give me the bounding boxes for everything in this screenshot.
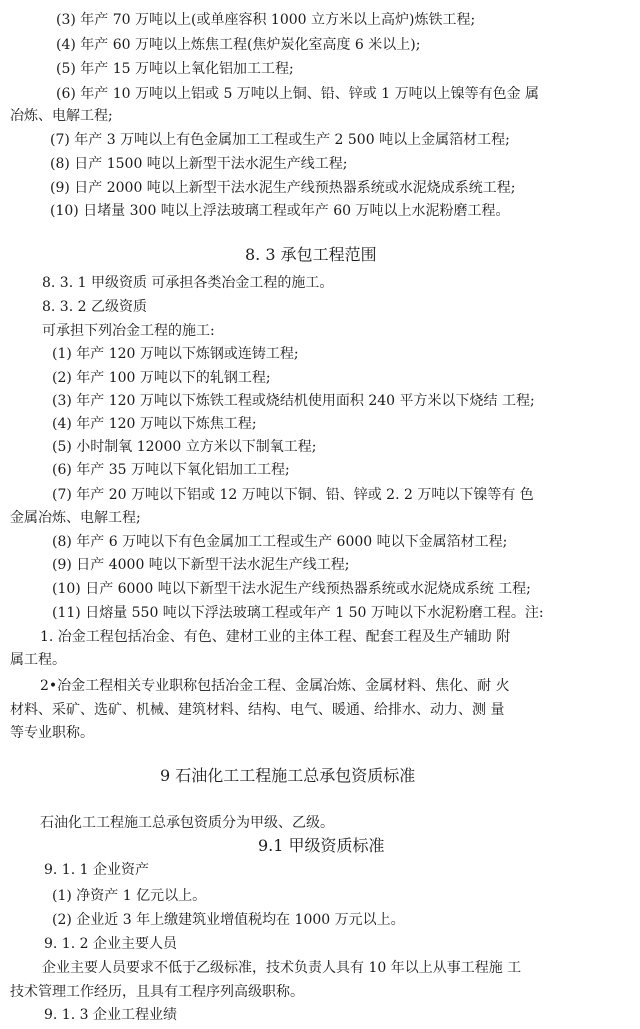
note-item: 1. 冶金工程包括冶金、有色、建材工业的主体工程、配套工程及生产辅助 附 [40, 629, 511, 645]
list-item: (9) 日产 4000 吨以下新型干法水泥生产线工程; [52, 557, 350, 573]
list-item: (8) 日产 1500 吨以上新型干法水泥生产线工程; [50, 156, 348, 172]
list-item: (2) 企业近 3 年上缴建筑业增值税均在 1000 万元以上。 [52, 912, 405, 928]
list-item: (7) 年产 3 万吨以上有色金属加工工程或生产 2 500 吨以上金属箔材工程; [50, 132, 510, 148]
list-item-continuation: 冶炼、电解工程; [10, 108, 113, 124]
list-item: (8) 年产 6 万吨以下有色金属加工工程或生产 6000 吨以下金属箔材工程; [52, 534, 508, 550]
subsection-heading: 9. 1. 1 企业资产 [44, 862, 149, 878]
list-item: (1) 净资产 1 亿元以上。 [52, 888, 207, 904]
paragraph: 可承担下列冶金工程的施工: [42, 323, 215, 339]
note-continuation: 材料、采矿、选矿、机械、建筑材料、结构、电气、暖通、给排水、动力、测 量 [10, 702, 505, 718]
list-item: (10) 日产 6000 吨以下新型干法水泥生产线预热器系统或水泥烧成系统 工程; [52, 581, 531, 597]
list-item: (10) 日堵量 300 吨以上浮法玻璃工程或年产 60 万吨以上水泥粉磨工程。 [50, 203, 510, 219]
list-item: (11) 日熔量 550 吨以下浮法玻璃工程或年产 1 50 万吨以下水泥粉磨工程。注: [52, 605, 544, 621]
subsection-heading: 8. 3. 2 乙级资质 [42, 299, 147, 315]
note-continuation: 属工程。 [10, 652, 66, 668]
list-item: (1) 年产 120 万吨以下炼钢或连铸工程; [52, 346, 299, 362]
list-item: (3) 年产 70 万吨以上(或单座容积 1000 立方米以上高炉)炼铁工程; [56, 12, 476, 28]
subsection-heading: 9. 1. 2 企业主要人员 [44, 936, 177, 952]
section-heading: 9.1 甲级资质标准 [258, 836, 385, 855]
list-item: (6) 年产 35 万吨以下氧化铝加工工程; [52, 462, 290, 478]
list-item: (9) 日产 2000 吨以上新型干法水泥生产线预热器系统或水泥烧成系统工程; [50, 180, 516, 196]
note-continuation: 等专业职称。 [10, 725, 94, 741]
list-item: (4) 年产 120 万吨以下炼焦工程; [52, 416, 257, 432]
list-item: (4) 年产 60 万吨以上炼焦工程(焦炉炭化室高度 6 米以上); [56, 37, 421, 53]
list-item: (3) 年产 120 万吨以下炼铁工程或烧结机使用面积 240 平方米以下烧结 工程; [52, 393, 535, 409]
list-item: (7) 年产 20 万吨以下铝或 12 万吨以下铜、铅、锌或 2. 2 万吨以下镍等有 色 [52, 487, 534, 503]
list-item: (5) 年产 15 万吨以上氧化铝加工工程; [56, 61, 294, 77]
list-item: (6) 年产 10 万吨以上铝或 5 万吨以上铜、铅、锌或 1 万吨以上镍等有色金 属 [56, 86, 540, 102]
subsection-heading: 9. 1. 3 企业工程业绩 [44, 1007, 177, 1023]
chapter-heading: 9 石油化工工程施工总承包资质标准 [160, 766, 416, 785]
paragraph: 石油化工工程施工总承包资质分为甲级、乙级。 [40, 815, 334, 831]
paragraph-continuation: 技术管理工作经历，且具有工程序列高级职称。 [10, 984, 304, 1000]
paragraph: 8. 3. 1 甲级资质 可承担各类冶金工程的施工。 [42, 275, 334, 291]
paragraph: 企业主要人员要求不低于乙级标准，技术负责人具有 10 年以上从事工程施 工 [42, 960, 522, 976]
list-item-continuation: 金属冶炼、电解工程; [10, 510, 141, 526]
note-item: 2•冶金工程相关专业职称包括冶金工程、金属冶炼、金属材料、焦化、耐 火 [40, 678, 510, 694]
list-item: (2) 年产 100 万吨以下的轧钢工程; [52, 370, 271, 386]
list-item: (5) 小时制氧 12000 立方米以下制氧工程; [52, 439, 317, 455]
section-heading: 8. 3 承包工程范围 [245, 245, 377, 264]
